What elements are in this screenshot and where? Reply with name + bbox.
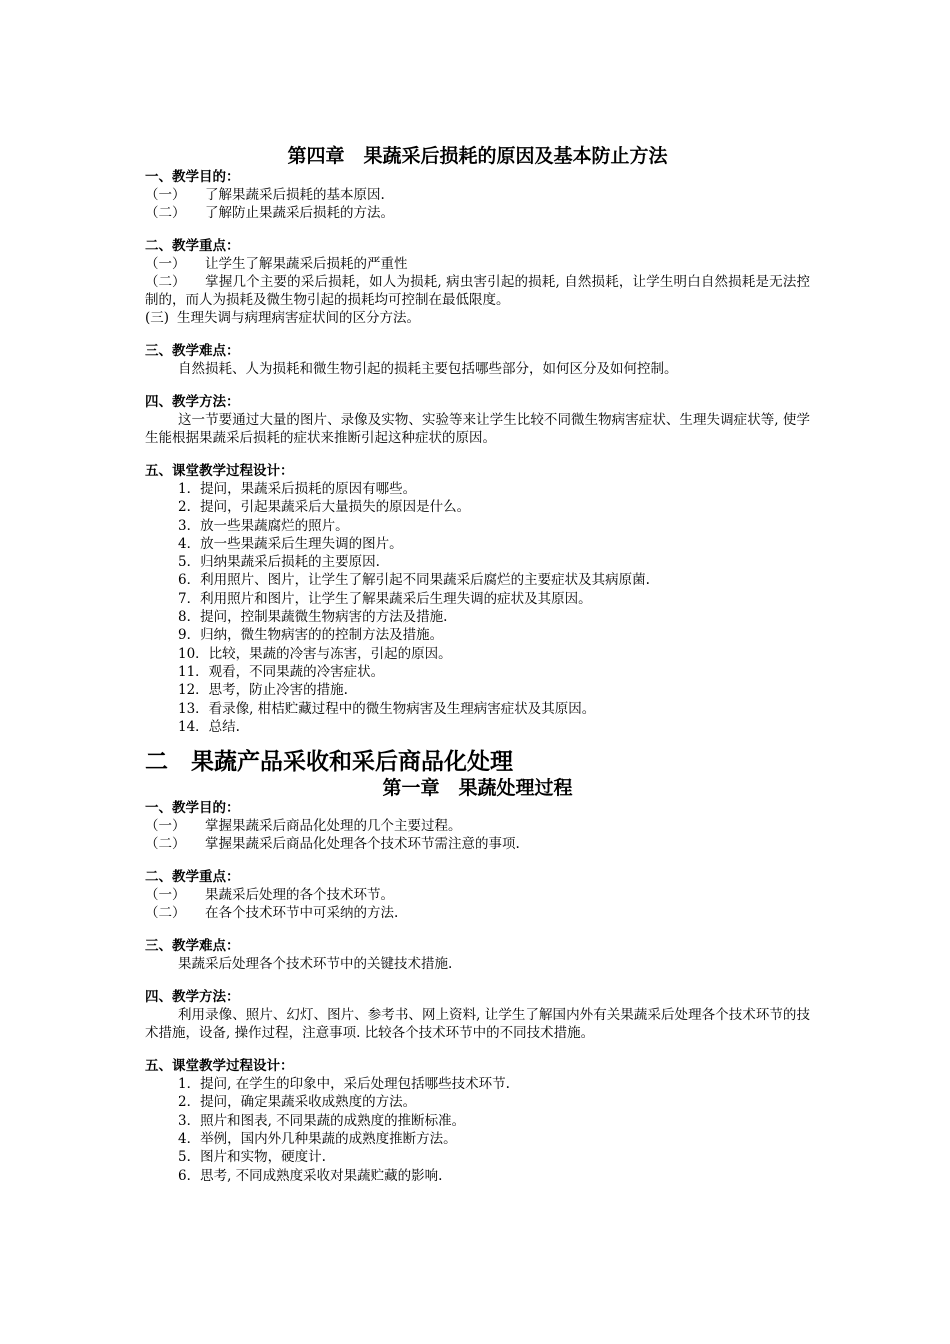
- list-item: (三) 生理失调与病理病害症状间的区分方法。: [145, 310, 420, 326]
- process-step: 1．提问，果蔬采后损耗的原因有哪些。: [178, 481, 417, 497]
- section-key-points: [145, 238, 810, 327]
- section-heading: 五、课堂教学过程设计：: [145, 463, 294, 479]
- section-methods: [145, 394, 810, 447]
- section-heading: 三、教学难点：: [145, 938, 240, 955]
- section-methods: [145, 989, 810, 1042]
- part-title: 二 果蔬产品采收和采后商品化处理: [145, 749, 513, 776]
- document-page: [145, 143, 810, 1185]
- chapter-title: 第四章 果蔬采后损耗的原因及基本防止方法: [287, 145, 668, 167]
- section-heading: 一、教学目的：: [145, 169, 240, 185]
- section-heading: 二、教学重点：: [145, 869, 240, 886]
- section-text: 果蔬采后处理各个技术环节中的关键技术措施.: [178, 956, 453, 973]
- process-step: 4．放一些果蔬采后生理失调的图片。: [178, 535, 403, 552]
- section-difficulties: [145, 938, 810, 973]
- process-step: 14．总结.: [178, 718, 240, 735]
- list-item: （一） 掌握果蔬采后商品化处理的几个主要过程。: [145, 818, 462, 835]
- list-item: （二） 在各个技术环节中可采纳的方法.: [145, 905, 399, 922]
- section-heading: 四、教学方法：: [145, 989, 240, 1006]
- section-heading: 五、课堂教学过程设计：: [145, 1058, 294, 1075]
- list-item: （二） 掌握几个主要的采后损耗，如人为损耗, 病虫害引起的损耗, 自然损耗，让学生明白自然损耗是无法控制的，而人为损耗及微生物引起的损耗均可控制在最低限度。: [145, 274, 810, 308]
- section-heading: 三、教学难点：: [145, 343, 240, 359]
- process-step: 3．照片和图表, 不同果蔬的成熟度的推断标准。: [178, 1112, 466, 1129]
- section-objectives: [145, 800, 810, 853]
- process-step: 1．提问, 在学生的印象中，采后处理包括哪些技术环节.: [178, 1076, 510, 1093]
- process-step: 4．举例，国内外几种果蔬的成熟度推断方法。: [178, 1131, 457, 1148]
- section-heading: 一、教学目的：: [145, 800, 240, 817]
- section-objectives: [145, 169, 810, 222]
- process-step: 10．比较，果蔬的冷害与冻害，引起的原因。: [178, 645, 452, 662]
- list-item: （一） 果蔬采后处理的各个技术环节。: [145, 887, 394, 904]
- process-step: 7．利用照片和图片，让学生了解果蔬采后生理失调的症状及其原因。: [178, 590, 592, 607]
- section-process: [145, 463, 810, 736]
- process-step: 5．归纳果蔬采后损耗的主要原因.: [178, 554, 380, 571]
- process-step: 6．利用照片、图片，让学生了解引起不同果蔬采后腐烂的主要症状及其病原菌.: [178, 572, 650, 589]
- list-item: （一） 让学生了解果蔬采后损耗的严重性: [145, 256, 408, 272]
- list-item: （二） 掌握果蔬采后商品化处理各个技术环节需注意的事项.: [145, 836, 520, 853]
- process-step: 3．放一些果蔬腐烂的照片。: [178, 517, 349, 534]
- section-heading: 四、教学方法：: [145, 394, 240, 410]
- process-step: 2．提问，确定果蔬采收成熟度的方法。: [178, 1094, 417, 1111]
- process-step: 12．思考，防止冷害的措施.: [178, 682, 348, 699]
- process-step: 13．看录像, 柑桔贮藏过程中的微生物病害及生理病害症状及其原因。: [178, 700, 596, 717]
- process-step: 2．提问，引起果蔬采后大量损失的原因是什么。: [178, 499, 471, 516]
- section-heading: 二、教学重点：: [145, 238, 240, 254]
- process-step: 8．提问，控制果蔬微生物病害的方法及措施.: [178, 609, 448, 626]
- chapter-title: 第一章 果蔬处理过程: [382, 777, 573, 800]
- process-step: 9．归纳，微生物病害的的控制方法及措施。: [178, 627, 444, 644]
- list-item: （一） 了解果蔬采后损耗的基本原因.: [145, 187, 385, 203]
- process-step: 6．思考, 不同成熟度采收对果蔬贮藏的影响.: [178, 1167, 443, 1184]
- list-item: （二） 了解防止果蔬采后损耗的方法。: [145, 205, 394, 221]
- process-step: 11．观看，不同果蔬的冷害症状。: [178, 663, 385, 680]
- section-text: 利用录像、照片、幻灯、图片、参考书、网上资料, 让学生了解国内外有关果蔬采后处理各个技术环节的技术措施，设备, 操作过程，注意事项. 比较各个技术环节中的不同技术措施。: [145, 1007, 810, 1042]
- section-process: [145, 1058, 810, 1185]
- process-step: 5．图片和实物，硬度计.: [178, 1149, 326, 1166]
- section-difficulties: [145, 343, 810, 378]
- section-text: 这一节要通过大量的图片、录像及实物、实验等来让学生比较不同微生物病害症状、生理失调症状等, 使学生能根据果蔬采后损耗的症状来推断引起这种症状的原因。: [145, 412, 810, 446]
- section-text: 自然损耗、人为损耗和微生物引起的损耗主要包括哪些部分，如何区分及如何控制。: [178, 361, 678, 377]
- section-key-points: [145, 869, 810, 922]
